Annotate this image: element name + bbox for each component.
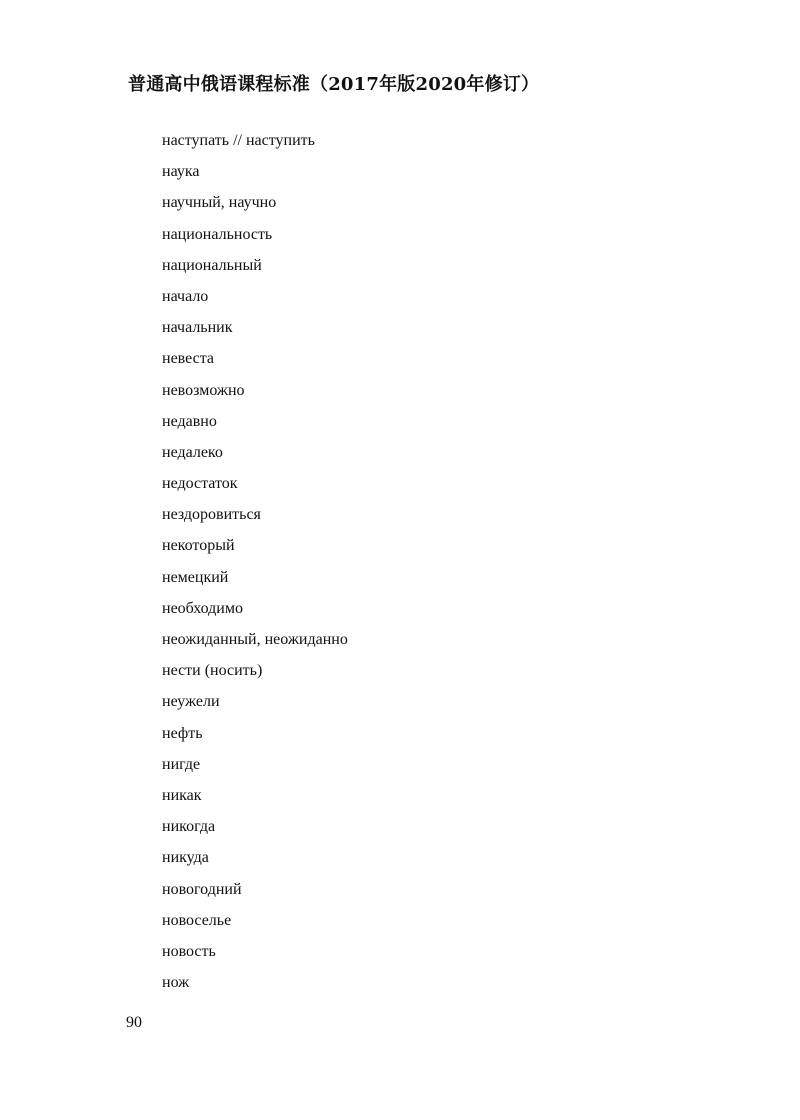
- vocabulary-item: начальник: [162, 319, 233, 337]
- vocabulary-item: новость: [162, 942, 216, 960]
- vocabulary-item: немецкий: [162, 568, 229, 586]
- vocabulary-item: никуда: [162, 849, 209, 867]
- vocabulary-item: никак: [162, 786, 202, 804]
- vocabulary-item: неужели: [162, 693, 220, 711]
- vocabulary-item: недавно: [162, 412, 217, 430]
- vocabulary-item: научный, научно: [162, 194, 277, 212]
- vocabulary-item: недостаток: [162, 475, 238, 493]
- vocabulary-item: нигде: [162, 755, 201, 773]
- vocabulary-item: новогодний: [162, 880, 242, 898]
- vocabulary-item: новоселье: [162, 911, 232, 929]
- page-number: 90: [126, 1014, 142, 1031]
- vocabulary-item: неожиданный, неожиданно: [162, 631, 348, 648]
- vocabulary-item: недалеко: [162, 443, 223, 461]
- vocabulary-item: начало: [162, 287, 209, 305]
- vocabulary-item: никогда: [162, 818, 216, 836]
- vocabulary-item: национальный: [162, 256, 262, 274]
- vocabulary-item: национальность: [162, 225, 273, 243]
- vocabulary-item: необходимо: [162, 599, 243, 617]
- vocabulary-list: [162, 125, 348, 998]
- vocabulary-item: нефть: [162, 724, 203, 742]
- page-header-title: 普通高中俄语课程标准（2017年版2020年修订）: [128, 74, 540, 95]
- vocabulary-item: нож: [162, 974, 190, 992]
- vocabulary-item: наступать // наступить: [162, 132, 315, 149]
- vocabulary-item: нести (носить): [162, 662, 263, 680]
- vocabulary-item: нездоровиться: [162, 506, 261, 524]
- vocabulary-item: невеста: [162, 350, 215, 368]
- vocabulary-item: некоторый: [162, 537, 235, 555]
- vocabulary-item: наука: [162, 163, 200, 181]
- vocabulary-item: невозможно: [162, 381, 245, 399]
